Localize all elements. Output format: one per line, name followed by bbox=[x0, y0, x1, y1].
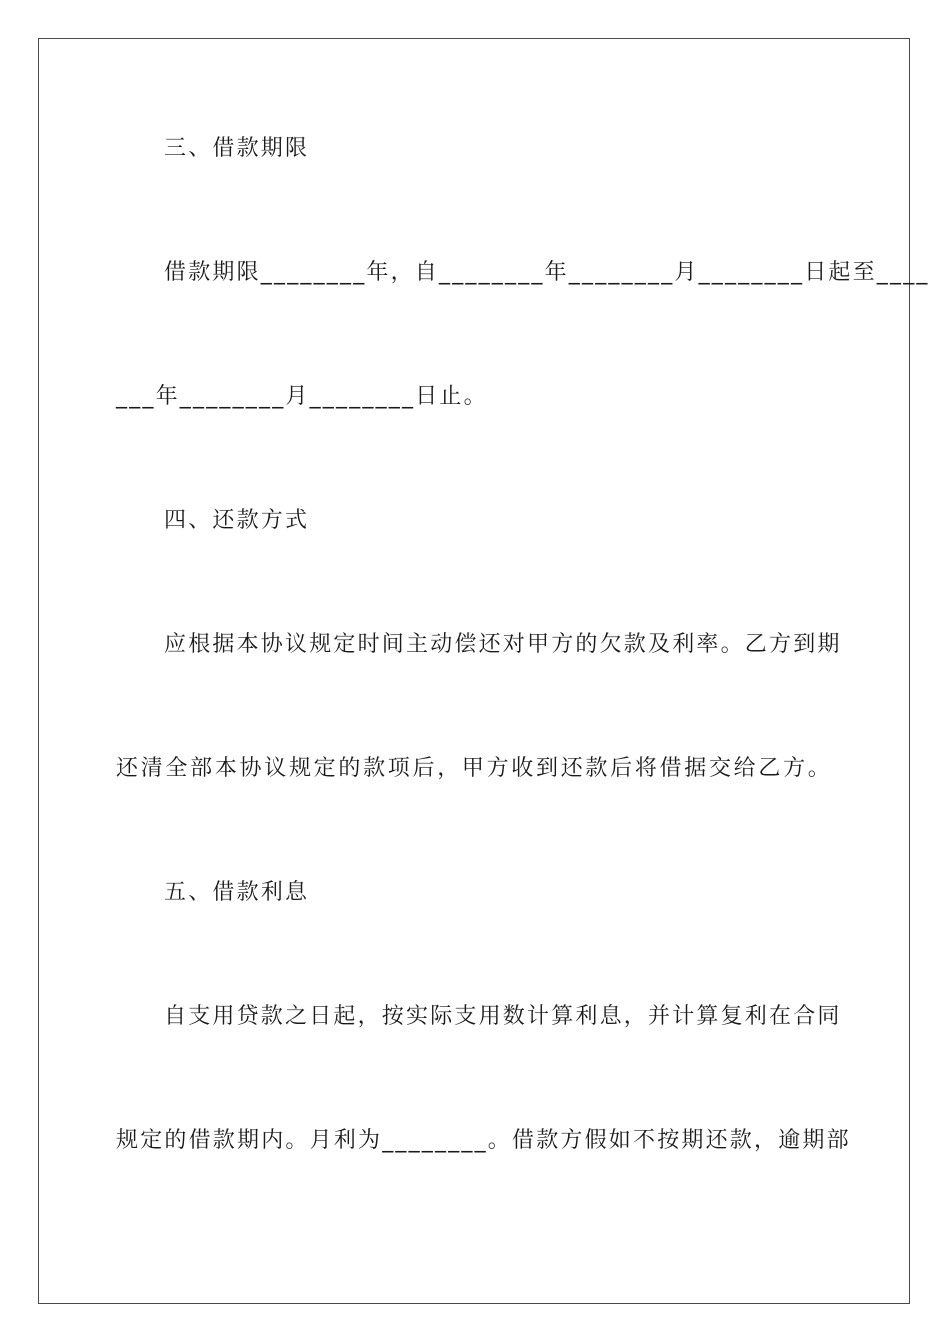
section-5-line-2: 规定的借款期内。月利为________。借款方假如不按期还款，逾期部 bbox=[116, 1128, 851, 1153]
section-4-line-2: 还清全部本协议规定的款项后，甲方收到还款后将借据交给乙方。 bbox=[116, 756, 832, 781]
section-5-heading: 五、借款利息 bbox=[164, 880, 310, 905]
section-3-heading: 三、借款期限 bbox=[164, 136, 310, 161]
page-border bbox=[38, 38, 930, 1304]
section-3-line-2: ___年________月________日止。 bbox=[116, 384, 488, 409]
section-4-line-1: 应根据本协议规定时间主动偿还对甲方的欠款及利率。乙方到期 bbox=[164, 632, 842, 657]
section-3-line-1: 借款期限________年，自________年________月________日起至____ bbox=[164, 260, 930, 285]
section-5-line-1: 自支用贷款之日起，按实际支用数计算利息，并计算复利在合同 bbox=[164, 1004, 842, 1029]
section-4-heading: 四、还款方式 bbox=[164, 508, 310, 533]
